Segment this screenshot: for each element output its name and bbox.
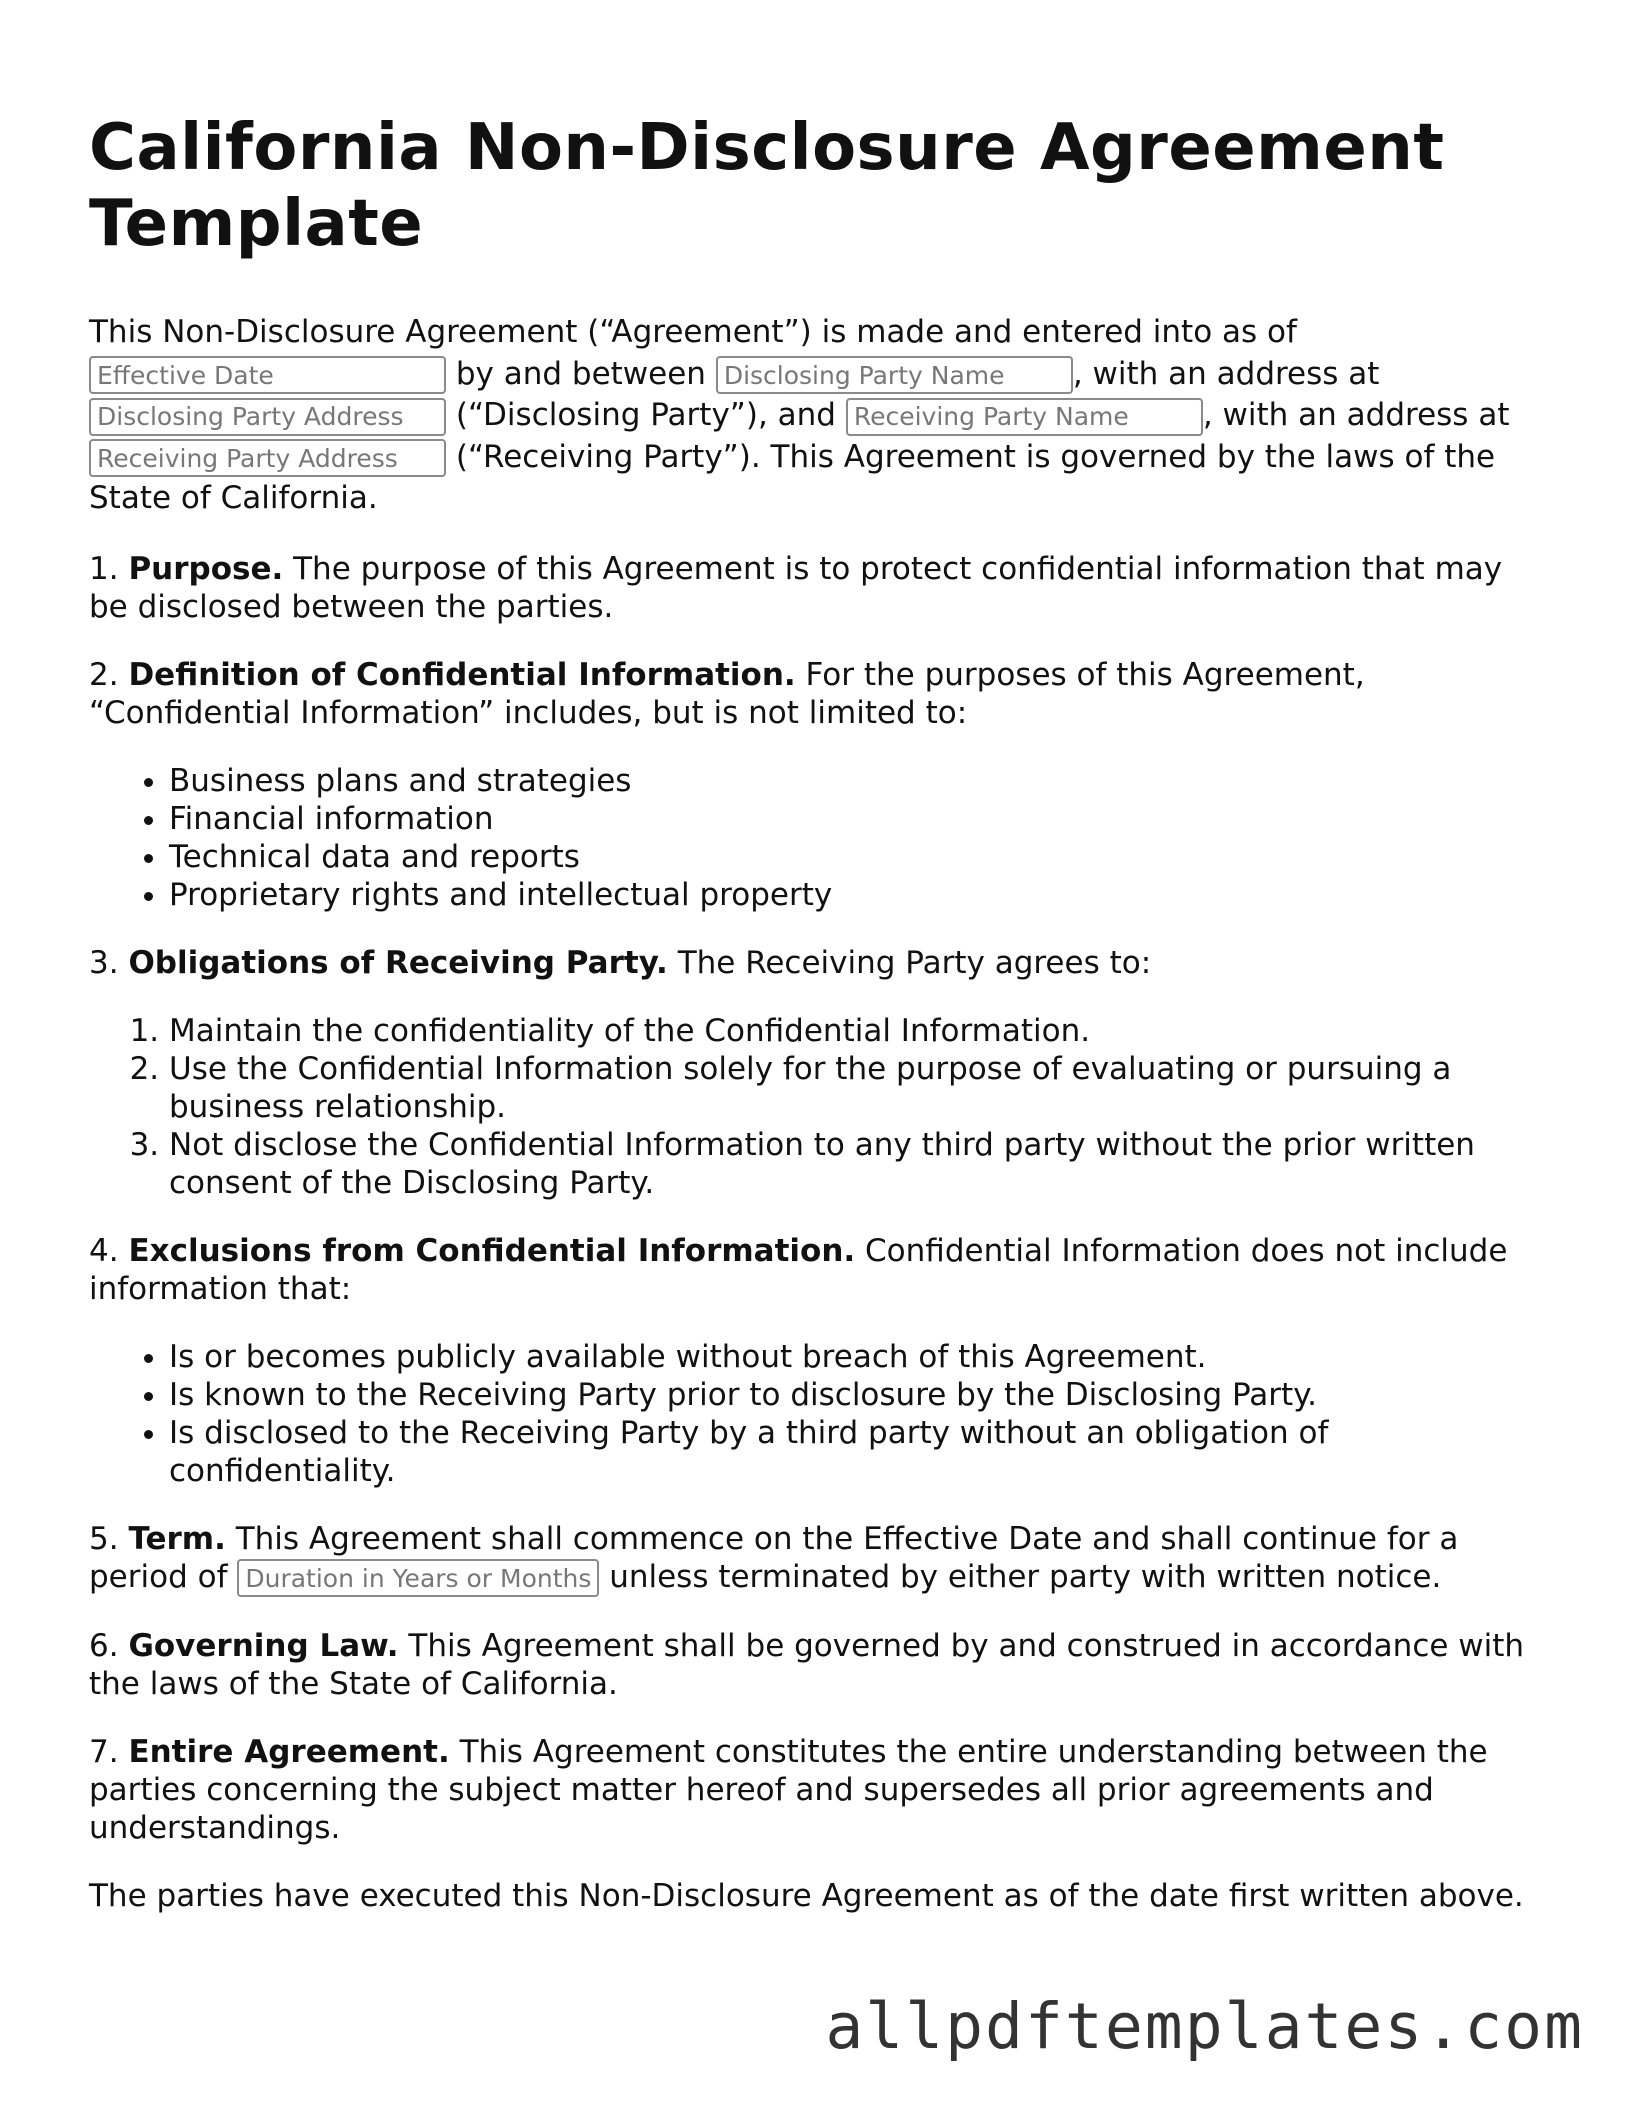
section-number: 7. (89, 1734, 129, 1770)
receiving-party-name-field[interactable] (846, 398, 1203, 436)
section-heading: Term. (128, 1520, 226, 1557)
section-heading: Definition of Confidential Information. (128, 656, 796, 693)
section-obligations (89, 944, 1544, 982)
section-text-2: unless terminated by either party with written notice. (599, 1558, 1442, 1595)
section-number: 5. (89, 1520, 129, 1557)
section-term (89, 1520, 1544, 1598)
section-entire-agreement (89, 1733, 1544, 1847)
section-governing-law (89, 1627, 1544, 1703)
section-text: This Agreement constitutes the entire understanding between the parties concerning the subject matter hereof and supersedes all prior agreements and understandings. (89, 1734, 1488, 1846)
list-item: 2. Use the Confidential Information solely for the purpose of evaluating or pursuing a business relationship. (169, 1050, 1544, 1126)
intro-text-1: This Non-Disclosure Agreement (“Agreement”) is made and entered into as of (89, 314, 1297, 350)
definition-list (89, 762, 1544, 914)
intro-paragraph (89, 312, 1544, 520)
section-definition (89, 656, 1544, 732)
obligations-list (89, 1012, 1544, 1202)
list-item: • Technical data and reports (169, 838, 1544, 876)
section-text: The purpose of this Agreement is to protect confidential information that may be disclosed between the parties. (89, 550, 1503, 625)
section-heading: Purpose. (128, 550, 284, 587)
list-item: 3. Not disclose the Confidential Information to any third party without the prior written consent of the Disclosing Party. (169, 1126, 1544, 1202)
closing-paragraph: The parties have executed this Non-Disclosure Agreement as of the date first written above. (89, 1878, 1524, 1914)
intro-text-6: (“Receiving Party”). This Agreement is governed by the laws of the State of California. (89, 438, 1496, 516)
list-item: • Is or becomes publicly available without breach of this Agreement. (169, 1338, 1544, 1376)
section-heading: Obligations of Receiving Party. (128, 944, 668, 981)
section-number: 4. (89, 1232, 129, 1269)
section-text: For the purposes of this Agreement, “Confidential Information” includes, but is not limited to: (89, 656, 1365, 731)
effective-date-field[interactable] (89, 356, 446, 394)
duration-field[interactable] (237, 1559, 599, 1597)
list-item: • Financial information (169, 800, 1544, 838)
page-title: California Non-Disclosure Agreement Template (89, 111, 1445, 261)
section-heading: Exclusions from Confidential Information. (128, 1232, 856, 1269)
section-number: 6. (89, 1628, 129, 1664)
disclosing-party-address-field[interactable] (89, 398, 446, 436)
intro-text-2: by and between (446, 355, 716, 392)
section-text: This Agreement shall be governed by and construed in accordance with the laws of the State of California. (89, 1628, 1525, 1702)
section-text: Confidential Information does not include information that: (89, 1232, 1508, 1307)
list-item: • Business plans and strategies (169, 762, 1544, 800)
intro-text-3: , with an address at (1072, 355, 1380, 392)
receiving-party-address-field[interactable] (89, 439, 446, 477)
intro-text-4: (“Disclosing Party”), and (446, 397, 846, 433)
section-number: 1. (89, 550, 129, 587)
section-text: The Receiving Party agrees to: (667, 944, 1152, 981)
section-exclusions (89, 1232, 1544, 1308)
disclosing-party-name-field[interactable] (716, 356, 1073, 394)
section-purpose (89, 550, 1544, 626)
section-heading: Governing Law. (128, 1628, 399, 1664)
intro-text-5: , with an address at (1202, 397, 1510, 433)
section-heading: Entire Agreement. (128, 1734, 450, 1770)
list-item: • Is known to the Receiving Party prior to disclosure by the Disclosing Party. (169, 1376, 1544, 1414)
document-page (89, 110, 1544, 1945)
exclusions-list (89, 1338, 1544, 1490)
section-number: 2. (89, 656, 129, 693)
list-item: • Is disclosed to the Receiving Party by a third party without an obligation of confidentiality. (169, 1414, 1544, 1490)
list-item: 1. Maintain the confidentiality of the Confidential Information. (169, 1012, 1544, 1050)
section-text: This Agreement shall commence on the Effective Date and shall continue for a period of (89, 1520, 1459, 1595)
watermark: allpdftemplates.com (825, 1990, 1584, 2063)
section-number: 3. (89, 944, 129, 981)
list-item: • Proprietary rights and intellectual property (169, 876, 1544, 914)
